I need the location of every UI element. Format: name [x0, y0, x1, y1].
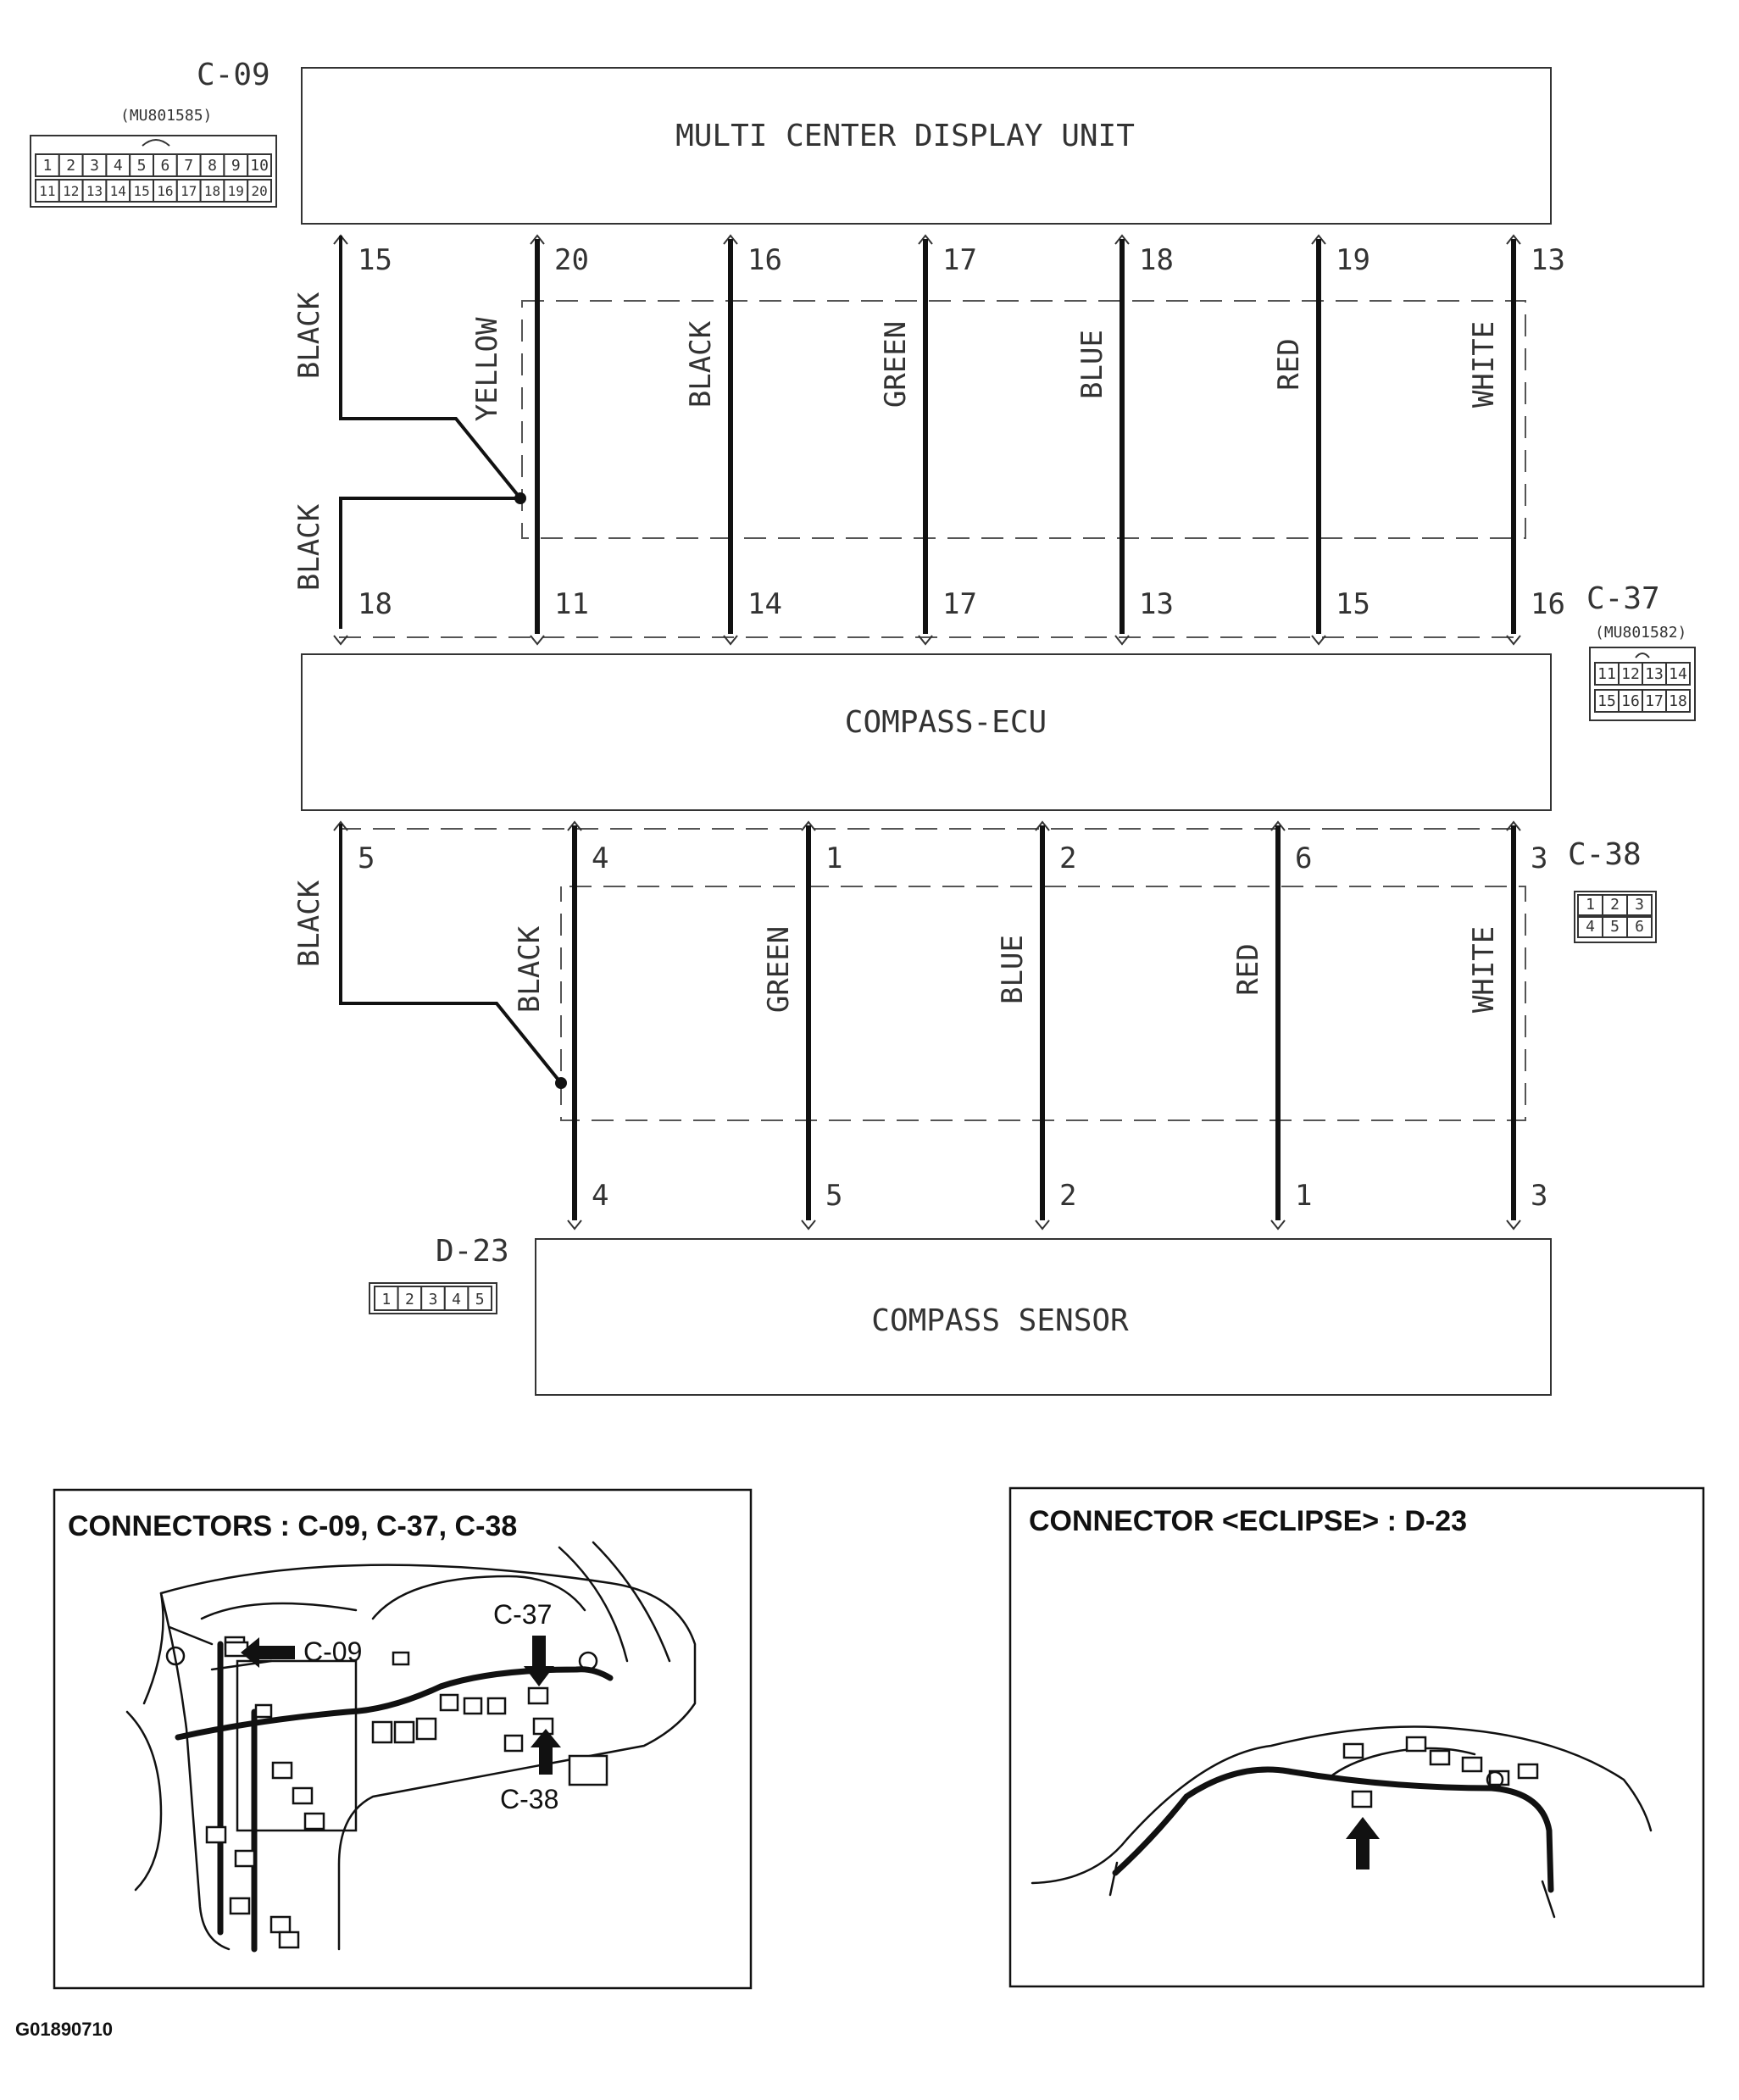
c09-pin-number: 14	[109, 183, 126, 199]
c38-pin-number: 1	[1586, 896, 1595, 914]
c09-pin-row-1	[36, 154, 271, 176]
wire-color-label: BLACK	[292, 292, 326, 380]
c37-callout: C-37	[493, 1599, 553, 1630]
d23-pin-number: 1	[381, 1291, 392, 1308]
compass-sensor-label: COMPASS SENSOR	[871, 1303, 1129, 1338]
c09-pin-number: 11	[39, 183, 56, 199]
compass-ecu-label: COMPASS-ECU	[844, 705, 1047, 740]
c38-pin-number: 6	[1635, 918, 1644, 936]
wire-color-label: WHITE	[1467, 925, 1501, 1014]
wire-color-label: BLACK	[292, 503, 326, 592]
ecu-upper-pin-label: 17	[942, 587, 977, 621]
mcd-pin-label: 18	[1139, 243, 1174, 277]
left-panel-title: CONNECTORS : C-09, C-37, C-38	[68, 1510, 518, 1542]
connector-locator-panel-right	[1010, 1488, 1703, 1986]
c09-pin-number: 4	[113, 157, 123, 175]
c38-pin-number: 2	[1610, 896, 1620, 914]
wire-entry-tick	[531, 636, 544, 644]
ecu-lower-pin-label: 4	[592, 842, 609, 875]
c37-pin-row-2	[1595, 690, 1690, 712]
wire-color-label: RED	[1231, 943, 1265, 996]
c09-connector-face	[31, 136, 276, 207]
c09-pin-number: 12	[63, 183, 80, 199]
wire-entry-tick	[1507, 1220, 1520, 1229]
sensor-pin-label: 2	[1059, 1179, 1077, 1213]
c37-part-number: (MU801582)	[1595, 624, 1687, 642]
d23-pin-number: 5	[475, 1291, 485, 1308]
c09-callout: C-09	[303, 1636, 363, 1667]
d23-pin-number: 4	[452, 1291, 462, 1308]
ecu-upper-pin-label: 18	[358, 587, 392, 621]
ecu-upper-pin-label: 14	[747, 587, 782, 621]
c38-pin-row-2	[1578, 917, 1652, 937]
c37-pin-number: 16	[1621, 692, 1640, 710]
mcd-pin-label: 15	[358, 243, 392, 277]
c37-location-plug	[529, 1688, 547, 1703]
connector-locator-panel-left	[54, 1490, 751, 1988]
ecu-upper-pin-label: 15	[1336, 587, 1370, 621]
wire-color-label: GREEN	[879, 320, 913, 408]
c37-pin-number: 18	[1669, 692, 1687, 710]
c38-location-plug	[534, 1719, 553, 1734]
c09-pin-number: 17	[181, 183, 197, 199]
c09-pin-number: 16	[157, 183, 174, 199]
mcd-pin-label: 13	[1531, 243, 1565, 277]
ecu-lower-pin-label: 6	[1295, 842, 1313, 875]
c09-part-number: (MU801585)	[120, 107, 213, 125]
c09-pin-number: 8	[208, 157, 217, 175]
ecu-upper-pin-label: 13	[1139, 587, 1174, 621]
c37-pin-row-1	[1595, 663, 1690, 685]
mcd-pin-label: 17	[942, 243, 977, 277]
wire-color-label: WHITE	[1467, 320, 1501, 408]
c38-callout: C-38	[500, 1784, 559, 1814]
wire-color-label: BLUE	[1075, 330, 1109, 399]
d23-location-plug	[1353, 1792, 1371, 1807]
c09-pin-number: 1	[42, 157, 53, 175]
c09-pin-number: 5	[136, 157, 147, 175]
c09-pin-number: 9	[231, 157, 241, 175]
mcd-pin-label: 20	[554, 243, 589, 277]
c38-pin-row-1	[1578, 895, 1652, 915]
c09-pin-number: 2	[66, 157, 76, 175]
ecu-upper-pin-label: 16	[1531, 587, 1565, 621]
c09-pin-number: 7	[184, 157, 194, 175]
c37-pin-number: 11	[1597, 665, 1616, 683]
wire-color-label: GREEN	[762, 925, 796, 1014]
lower-wire-group	[292, 822, 1547, 1229]
wire-color-label: BLACK	[513, 925, 547, 1014]
c09-connector-label: C-09	[197, 58, 270, 92]
wire-color-label: BLACK	[684, 320, 718, 408]
ecu-lower-pin-label: 2	[1059, 842, 1077, 875]
ecu-upper-pin-label: 11	[554, 587, 589, 621]
wire-color-label: YELLOW	[470, 317, 504, 422]
wire-entry-tick	[1271, 1220, 1285, 1229]
sensor-pin-label: 5	[825, 1179, 843, 1213]
c09-pin-number: 10	[250, 157, 269, 175]
d23-connector-label: D-23	[436, 1234, 509, 1269]
mcd-pin-label: 16	[747, 243, 782, 277]
c09-pin-row-2	[36, 180, 271, 202]
c09-pin-number: 18	[203, 183, 221, 199]
wire-entry-tick	[568, 1220, 581, 1229]
c38-connector-face	[1575, 892, 1656, 942]
c38-pin-number: 3	[1635, 896, 1644, 914]
splice-point-upper	[514, 492, 526, 504]
ecu-lower-pin-label: 3	[1531, 842, 1548, 875]
sensor-pin-label: 4	[592, 1179, 609, 1213]
sensor-pin-label: 3	[1531, 1179, 1548, 1213]
figure-id: G01890710	[15, 2019, 113, 2040]
wire-color-label: RED	[1272, 338, 1306, 391]
c37-pin-number: 15	[1597, 692, 1616, 710]
right-panel-title: CONNECTOR <ECLIPSE> : D-23	[1029, 1505, 1468, 1537]
c37-pin-number: 12	[1621, 665, 1640, 683]
c09-pin-number: 6	[160, 157, 170, 175]
c09-pin-number: 13	[86, 183, 103, 199]
wire-entry-tick	[802, 1220, 815, 1229]
wire-entry-tick	[1036, 1220, 1049, 1229]
ecu-lower-pin-label: 5	[358, 842, 375, 875]
wire-color-label: BLACK	[292, 880, 326, 968]
d23-connector-face	[369, 1283, 497, 1314]
c38-pin-number: 4	[1586, 918, 1595, 936]
c09-pin-number: 15	[133, 183, 150, 199]
mcd-pin-label: 19	[1336, 243, 1370, 277]
mcd-unit-label: MULTI CENTER DISPLAY UNIT	[675, 119, 1135, 153]
upper-shield-outline	[522, 301, 1525, 538]
upper-wire-group	[292, 236, 1565, 644]
c38-connector-label: C-38	[1568, 837, 1642, 872]
c37-pin-number: 14	[1669, 665, 1687, 683]
c09-pin-number: 3	[90, 157, 99, 175]
wire-color-label: BLUE	[996, 935, 1030, 1004]
ecu-lower-pin-label: 1	[825, 842, 843, 875]
sensor-pin-label: 1	[1295, 1179, 1313, 1213]
c09-pin-number: 19	[227, 183, 244, 199]
d23-pin-number: 3	[428, 1291, 438, 1308]
c37-pin-number: 13	[1645, 665, 1664, 683]
c09-pin-number: 20	[251, 183, 268, 199]
c37-pin-number: 17	[1645, 692, 1664, 710]
c37-connector-face	[1590, 647, 1695, 720]
c37-connector-label: C-37	[1586, 581, 1660, 616]
splice-point-lower	[555, 1077, 567, 1089]
c38-pin-number: 5	[1610, 918, 1620, 936]
d23-pin-row	[375, 1286, 492, 1310]
d23-pin-number: 2	[404, 1291, 414, 1308]
wire-entry-tick	[1312, 636, 1325, 644]
